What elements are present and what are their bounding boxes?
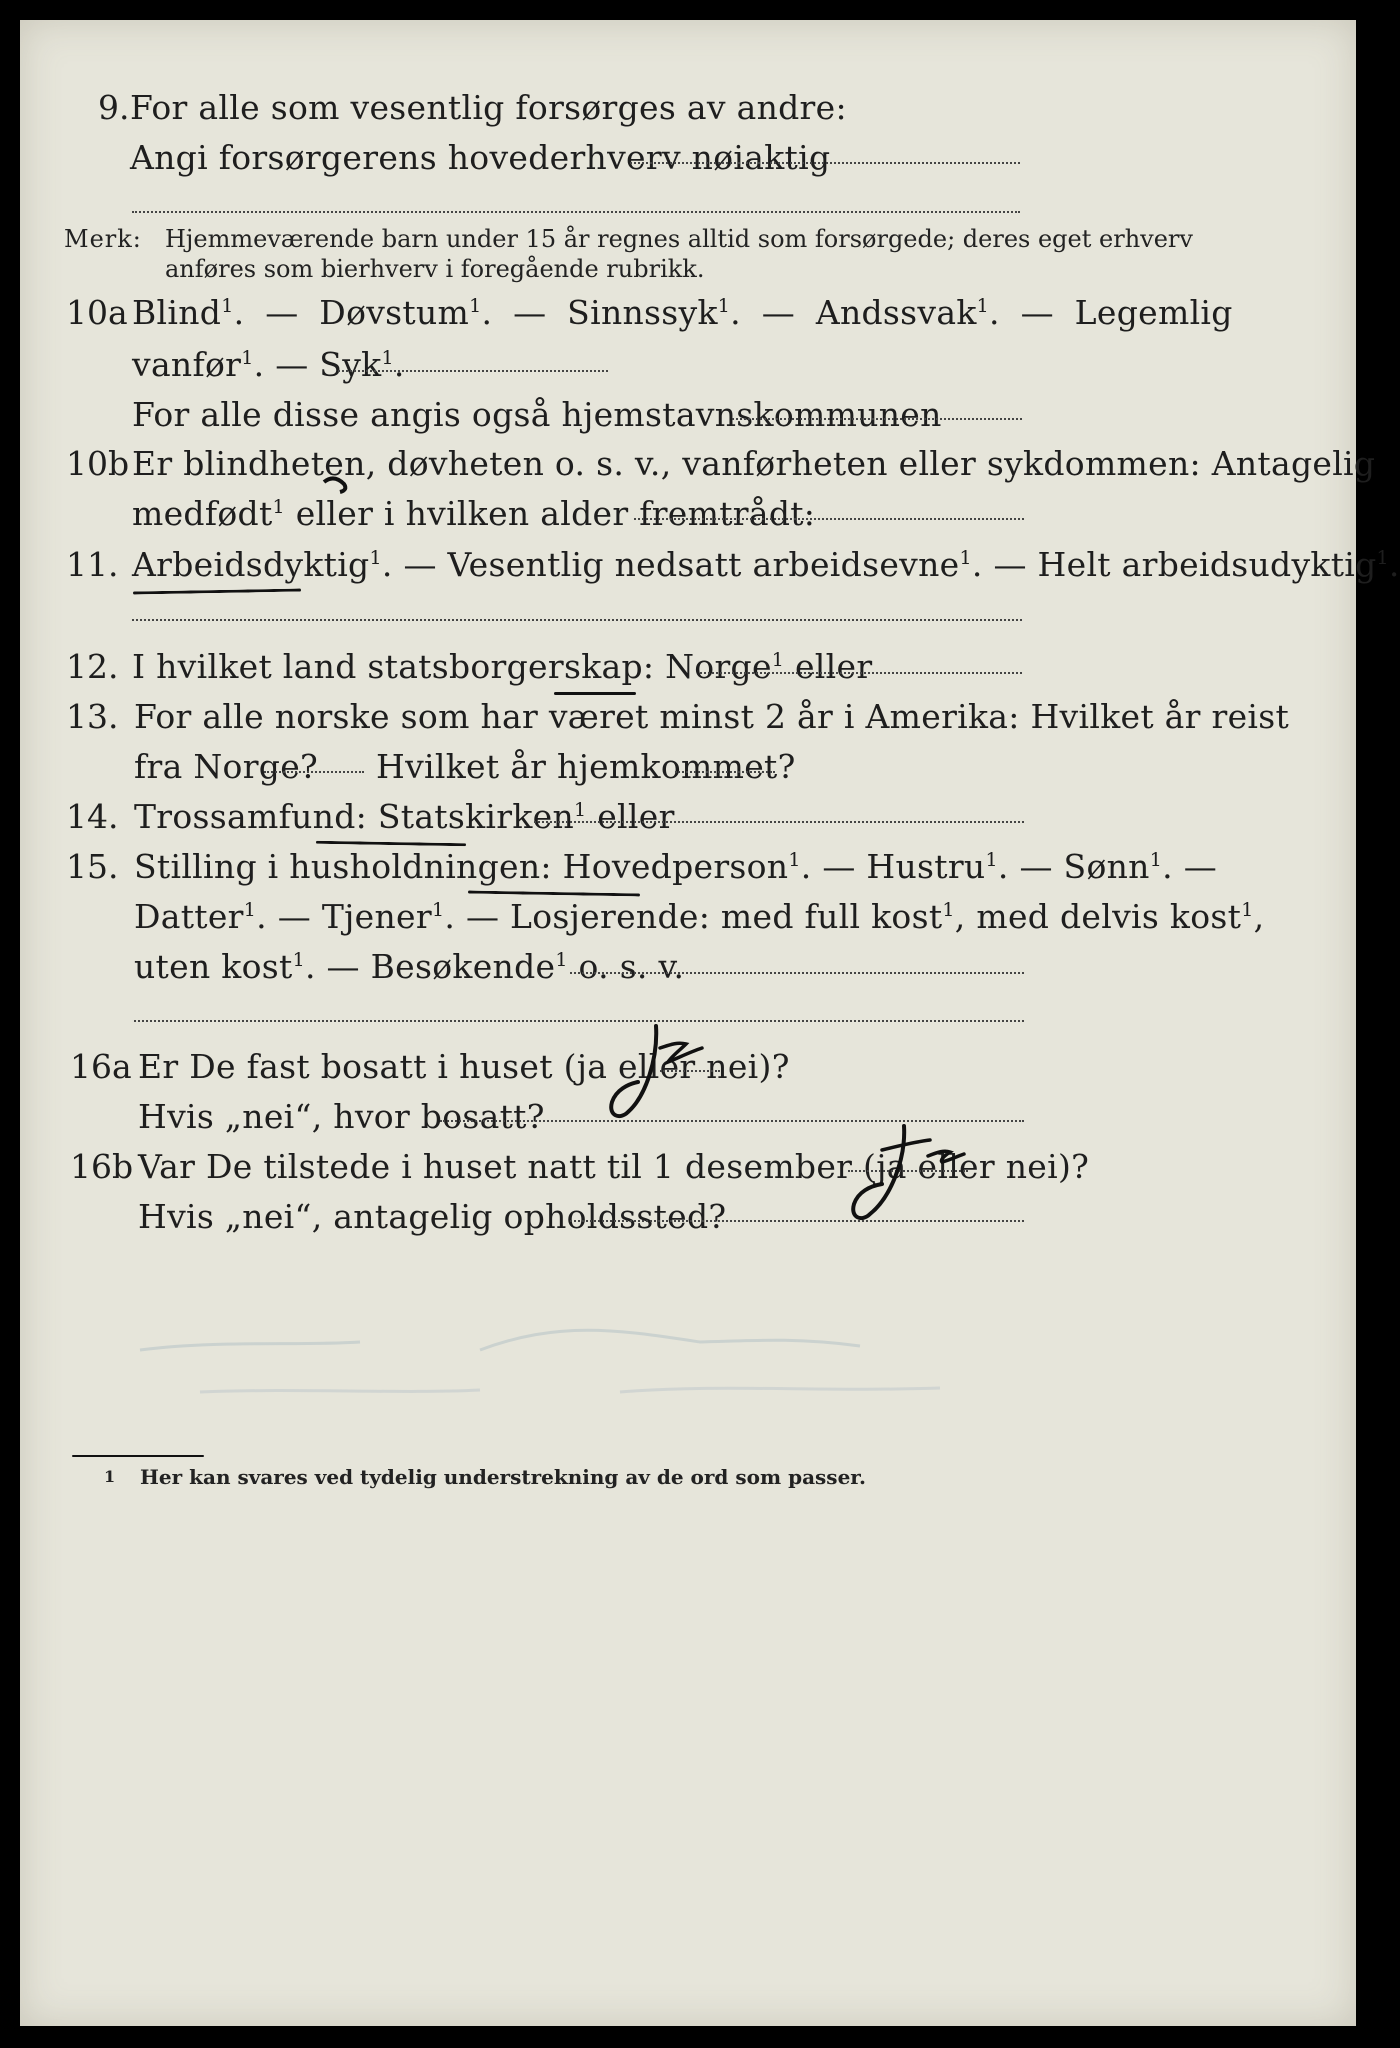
q15-answer-line[interactable] (570, 972, 1024, 974)
q16a-text: Er De fast bosatt i huset (ja eller nei)? (138, 1047, 790, 1086)
q13-reist-label: fra Norge? (134, 747, 319, 786)
q13-number: 13. (66, 697, 119, 736)
q10b-text: Er blindheten, døvheten o. s. v., vanførheten eller sykdommen: Antagelig (132, 444, 1376, 483)
q15-text-3: uten kost$^1$. — Besøkende$^1$ o. s. v. (134, 947, 685, 986)
handwritten-answer-q16b (830, 1116, 990, 1228)
q13-text: For alle norske som har været minst 2 år i Amerika: Hvilket år reist (134, 697, 1290, 736)
q11-number: 11. (66, 545, 119, 584)
footnote-rule (72, 1455, 204, 1457)
q15-answer-line-2[interactable] (134, 1020, 1024, 1022)
q15-underline-hovedperson (468, 890, 640, 896)
q10a-hjemstavn-line[interactable] (732, 418, 1022, 420)
q10a-text-2: vanfør$^1$. — Syk$^1$. (132, 345, 405, 384)
q11-answer-line[interactable] (132, 619, 1022, 621)
q14-underline-statskirken (316, 841, 466, 847)
q9-text-2: Angi forsørgerens hovederhverv nøiaktig (130, 138, 831, 177)
q16b-text: Var De tilstede i huset natt til 1 desember (ja eller nei)? (138, 1147, 1090, 1186)
q16a-text-2: Hvis „nei“, hvor bosatt? (138, 1097, 545, 1136)
footnote-mark: 1 (104, 1467, 116, 1486)
q11-underline-arbeidsdyktig (133, 589, 301, 595)
q13-hjemkommet-label: Hvilket år hjemkommet? (376, 747, 796, 786)
q16b-text-2: Hvis „nei“, antagelig opholdssted? (138, 1197, 727, 1236)
q15-number: 15. (66, 847, 119, 886)
q10b-text-2: medfødt$^1$ eller i hvilken alder fremtrådt: (132, 494, 816, 533)
q13-reist-line[interactable] (264, 771, 364, 773)
q10b-answer-line[interactable] (634, 518, 1024, 520)
q16b-number: 16b (70, 1147, 134, 1186)
q9-answer-line[interactable] (630, 162, 1020, 164)
q15-text-2: Datter$^1$. — Tjener$^1$. — Losjerende: med full kost$^1$, med delvis kost$^1$, (134, 897, 1265, 936)
q14-number: 14. (66, 797, 119, 836)
q12-underline-norge (554, 692, 636, 695)
q10a-text-3: For alle disse angis også hjemstavnskommunen (132, 395, 942, 434)
q14-answer-line[interactable] (534, 821, 1024, 823)
footnote-text: Her kan svares ved tydelig understrekning av de ord som passer. (140, 1465, 866, 1489)
q15-text: Stilling i husholdningen: Hovedperson$^1$. — Hustru$^1$. — Sønn$^1$. — (134, 847, 1218, 886)
q10a-answer-line[interactable] (338, 370, 608, 372)
q11-text: Arbeidsdyktig$^1$. — Vesentlig nedsatt arbeidsevne$^1$. — Helt arbeidsudyktig$^1$. (132, 545, 1400, 584)
q16a-number: 16a (70, 1047, 132, 1086)
ink-mark (318, 472, 358, 502)
q12-number: 12. (66, 647, 119, 686)
q12-text: I hvilket land statsborgerskap: Norge$^1$ eller (132, 647, 873, 686)
q13-hjemkommet-line[interactable] (675, 771, 775, 773)
bleed-through-ink (100, 1280, 1000, 1420)
q10a-text: Blind$^1$. — Døvstum$^1$. — Sinnssyk$^1$. — Andssvak$^1$. — Legemlig (132, 293, 1233, 332)
merk-text: Hjemmeværende barn under 15 år regnes alltid som forsørgede; deres eget erhverv (165, 225, 1193, 253)
handwritten-answer-q16a (598, 1018, 728, 1126)
census-form-page (20, 20, 1400, 2026)
q10a-number: 10a (66, 293, 128, 332)
q14-text: Trossamfund: Statskirken$^1$ eller (134, 797, 675, 836)
merk-text-2: anføres som bierhverv i foregående rubrikk. (165, 255, 705, 283)
q9-text: For alle som vesentlig forsørges av andre: (130, 88, 847, 127)
q10b-number: 10b (66, 444, 130, 483)
merk-label: Merk: (64, 225, 142, 253)
q12-answer-line[interactable] (700, 672, 1022, 674)
q9-number: 9. (98, 88, 130, 127)
q9-answer-line-2[interactable] (132, 211, 1020, 213)
